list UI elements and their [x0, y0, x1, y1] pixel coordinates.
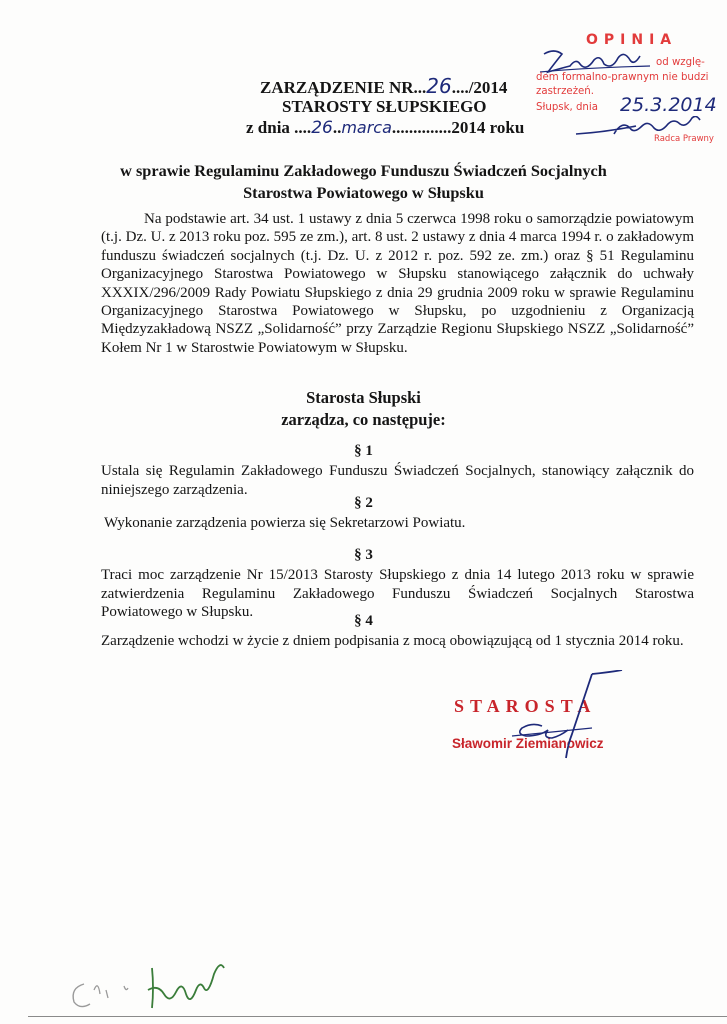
- starosta-handwritten-signature: [442, 670, 642, 766]
- legal-opinion-stamp: [534, 24, 727, 152]
- orders-head-line-1: Starosta Słupski: [306, 388, 421, 407]
- dots: ..: [332, 118, 342, 137]
- dots: ...: [413, 78, 427, 97]
- stamp-city-date-label: Słupsk, dnia: [536, 102, 598, 113]
- handwritten-number: 26: [426, 74, 452, 98]
- handwritten-month: marca: [341, 118, 392, 137]
- stamp-line-2: dem formalno-prawnym nie budzi: [536, 72, 709, 83]
- ordinance-subject: [0, 160, 727, 204]
- stamp-line-3: zastrzeżeń.: [536, 86, 595, 97]
- section-4-mark: § 4: [354, 613, 373, 629]
- date-prefix: z dnia ....: [246, 118, 312, 137]
- ordinance-year: /2014: [468, 78, 508, 97]
- section-3-text: Traci moc zarządzenie Nr 15/2013 Starosty Słupskiego z dnia 14 lutego 2013 roku w sprawie zatwierdzenia Regulaminu Zakładowego Funduszu Świadczeń Socjalnych Starostwa Powiatowego w Słupsku.: [101, 567, 694, 620]
- issuer-line: STAROSTY SŁUPSKIEGO: [282, 97, 487, 116]
- ordinance-number-line: [260, 74, 550, 98]
- dots: ..............: [391, 118, 452, 137]
- orders-head-line-2: zarządza, co następuje:: [281, 410, 446, 429]
- stamp-title: OPINIA: [586, 32, 678, 48]
- handwritten-day: 26: [311, 118, 333, 138]
- stamp-role-label: Radca Prawny: [654, 134, 714, 144]
- legal-basis-paragraph: [101, 210, 694, 357]
- stamp-handwritten-date: 25.3.2014: [620, 94, 717, 116]
- ordinance-label: ZARZĄDZENIE NR: [260, 78, 414, 97]
- subject-line-2: Starostwa Powiatowego w Słupsku: [243, 183, 484, 202]
- legal-basis-text: Na podstawie art. 34 ust. 1 ustawy z dnia 5 czerwca 1998 roku o samorządzie powiatowym (t.j. Dz. U. z 2013 roku poz. 595 ze zm.), art. 8 ust. 2 ustawy z dnia 4 marca 1994 r. o zakładowym funduszu świadczeń socjalnych (t.j. Dz. U. z 2012 r. poz. 592 ze. zm.) oraz § 51 Regulaminu Organizacyjnego Starostwa Powiatowego w Słupsku stanowiącego załącznik do uchwały XXXIX/296/2009 Rady Powiatu Słupskiego z dnia 29 grudnia 2009 roku w sprawie Regulaminu Organizacyjnego Starostwa Powiatowego w Słupsku, po uzgodnieniu z Organizacją Międzyzakładową NSZZ „Solidarność” przy Zarządzie Regionu Słupskiego NSZZ „Solidarność” Kołem Nr 1 w Starostwie Powiatowym w Słupsku.: [101, 211, 694, 356]
- section-2-mark: § 2: [354, 495, 373, 511]
- starosta-signature-stamp: [442, 696, 642, 766]
- signature-name: Sławomir Ziemianowicz: [452, 736, 604, 751]
- stamp-line-1: od wzglę-: [656, 57, 705, 68]
- section-1-mark: § 1: [354, 443, 373, 459]
- date-suffix: 2014 roku: [451, 118, 525, 137]
- bottom-handwritten-marks: [60, 960, 240, 1016]
- section-2-text: Wykonanie zarządzenia powierza się Sekretarzowi Powiatu.: [104, 515, 466, 531]
- subject-line-1: w sprawie Regulaminu Zakładowego Funduszu Świadczeń Socjalnych: [120, 161, 607, 180]
- section-3-mark: § 3: [354, 547, 373, 563]
- signature-title: STAROSTA: [454, 696, 597, 716]
- section-4-text: Zarządzenie wchodzi w życie z dniem podpisania z mocą obowiązującą od 1 stycznia 2014 roku.: [101, 633, 684, 649]
- dots: ....: [451, 78, 469, 97]
- section-1-text: Ustala się Regulamin Zakładowego Funduszu Świadczeń Socjalnych, stanowiący załącznik do niniejszego zarządzenia.: [101, 463, 694, 498]
- ordinance-date-line: [246, 118, 556, 138]
- page-edge-line: [28, 1016, 727, 1017]
